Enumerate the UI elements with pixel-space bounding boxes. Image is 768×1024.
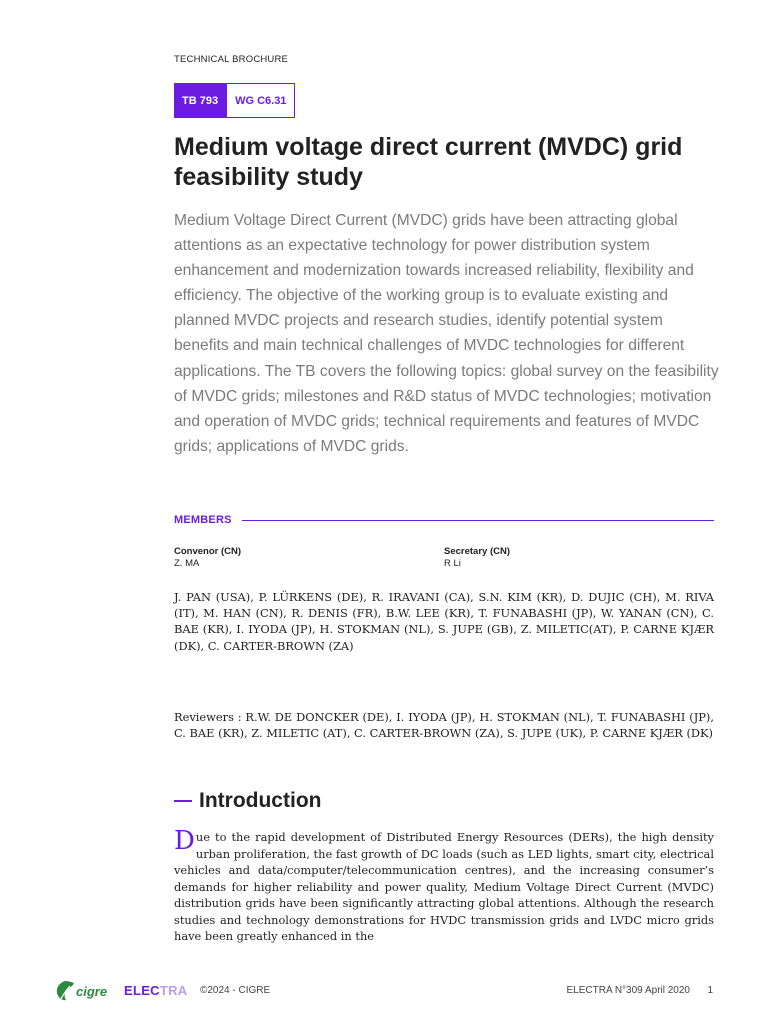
members-list: J. PAN (USA), P. LÜRKENS (DE), R. IRAVANI (CA), S.N. KIM (KR), D. DUJIC (CH), M. RIVA (IT), M. HAN (CN), R. DENIS (FR), B.W. LEE (KR), T. FUNABASHI (JP), W. YANAN (CN), C. BAE (KR), I. IYODA (JP), H. STOKMAN (NL), S. JUPE (GB), Z. MILETIC(AT), P. CARNE KJÆR (DK), C. CARTER-BROWN (ZA): [174, 590, 714, 653]
cigre-logo-icon: [55, 980, 75, 1002]
heading-dash: [174, 800, 192, 802]
secretary-role: Secretary (CN): [444, 546, 510, 557]
brochure-tags: [174, 83, 295, 118]
page-footer: [55, 980, 715, 1002]
convenor-name: Z. MA: [174, 558, 200, 569]
electra-logo: ELECTRA: [124, 983, 188, 998]
introduction-body: [174, 826, 714, 945]
page-number: 1: [707, 985, 713, 996]
issue-info: ELECTRA N°309 April 2020: [566, 985, 690, 996]
reviewers-list: Reviewers : R.W. DE DONCKER (DE), I. IYODA (JP), H. STOKMAN (NL), T. FUNABASHI (JP), C. BAE (KR), Z. MILETIC (AT), C. CARTER-BROWN (ZA), S. JUPE (UK), P. CARNE KJÆR (DK): [174, 710, 714, 741]
introduction-title: Introduction: [199, 789, 322, 812]
introduction-text: ue to the rapid development of Distributed Energy Resources (DERs), the high density urban proliferation, the fast growth of DC loads (such as LED lights, smart city, electrical vehicles and data/computer/telecommunication centres), and the increasing consumer’s demands for higher reliability and power quality, Medium Voltage Direct Current (MVDC) distribution grids have been significantly attracting global attentions. Although the research studies and technology demonstrations for HVDC transmission grids and LVDC micro grids have been greatly enhanced in the: [174, 830, 714, 943]
secretary-name: R Li: [444, 558, 461, 569]
introduction-heading: [174, 789, 321, 813]
members-label: MEMBERS: [174, 514, 232, 526]
wg-tag: WG C6.31: [226, 83, 295, 118]
tb-tag: TB 793: [174, 83, 226, 118]
abstract: Medium Voltage Direct Current (MVDC) grids have been attracting global attentions as an expectative technology for power distribution system enhancement and modernization towards increased reliability, flexibility and efficiency. The objective of the working group is to evaluate existing and planned MVDC projects and research studies, identify potential system benefits and main technical challenges of MVDC technologies for different applications. The TB covers the following topics: global survey on the feasibility of MVDC grids; milestones and R&D status of MVDC technologies; motivation and operation of MVDC grids; technical requirements and features of MVDC grids; applications of MVDC grids.: [174, 212, 719, 455]
cigre-wordmark: cigre: [76, 983, 108, 999]
cigre-logo: [55, 980, 107, 1002]
drop-cap: D: [174, 826, 195, 856]
page-title: Medium voltage direct current (MVDC) grid feasibility study: [174, 133, 683, 191]
document-kicker: TECHNICAL BROCHURE: [174, 54, 289, 65]
members-divider: [242, 520, 714, 521]
copyright: ©2024 - CIGRE: [200, 985, 271, 996]
members-heading: [174, 514, 714, 526]
convenor-role: Convenor (CN): [174, 546, 242, 557]
convenor-block: [174, 546, 241, 570]
secretary-block: [444, 546, 510, 570]
